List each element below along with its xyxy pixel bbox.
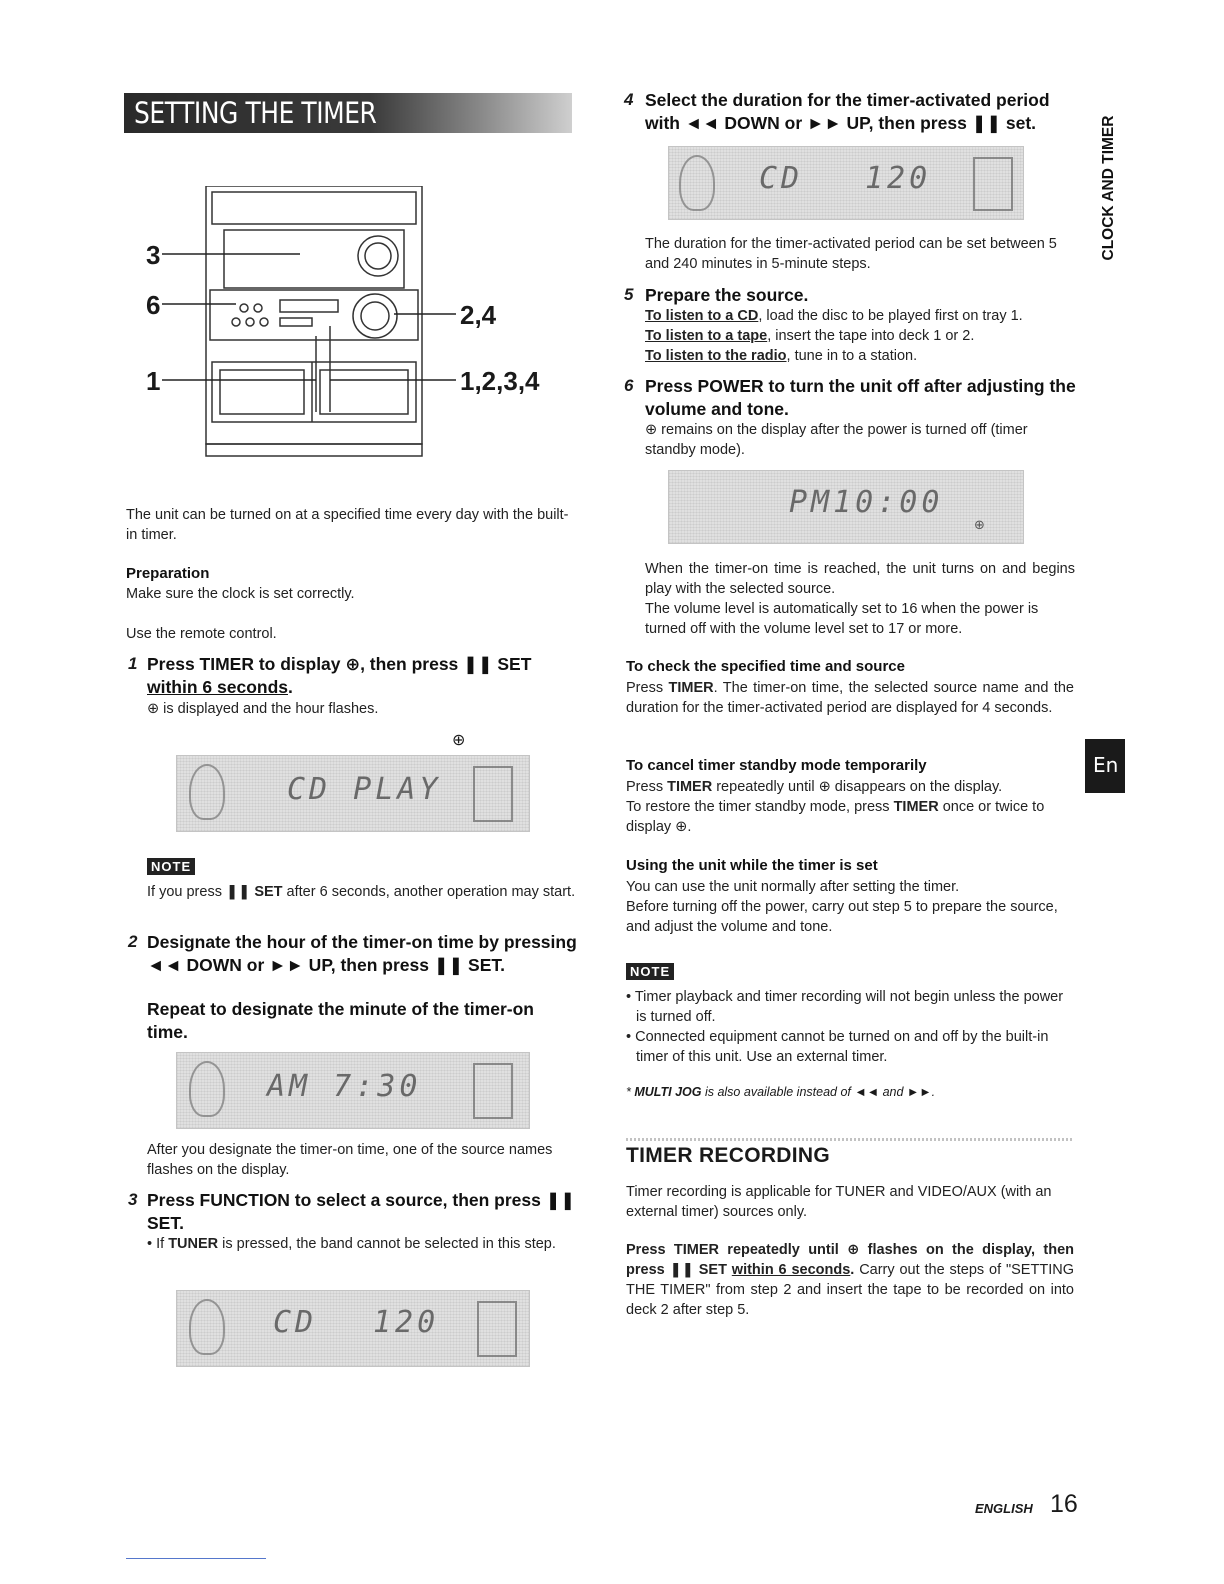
- note-badge: NOTE: [626, 963, 674, 980]
- stereo-system-figure: [140, 186, 560, 462]
- step4-desc: The duration for the timer-activated period can be set between 5 and 240 minutes in 5-minute steps.: [645, 236, 1057, 272]
- figure-label-2-4: 2,4: [460, 300, 497, 330]
- step4-head-d: set.: [1001, 113, 1037, 133]
- cancel-b1: TIMER: [667, 779, 713, 795]
- recording-instructions: [626, 1240, 1074, 1320]
- intro-text: The unit can be turned on at a specified time every day with the built-in timer.: [126, 507, 569, 543]
- recording-p-underline: within 6 seconds: [731, 1262, 851, 1278]
- step6-desc-text: remains on the display after the power is turned off (timer standby mode).: [645, 422, 1028, 458]
- step3-heading: [147, 1189, 577, 1235]
- cancel-t1: Press: [626, 779, 668, 795]
- t-bass-icon: [679, 155, 715, 211]
- cancel-t5: once or twice to display: [626, 799, 1045, 835]
- step5-number: 5: [624, 285, 634, 304]
- check-text-a: Press: [626, 680, 669, 696]
- step6-after2: The volume level is automatically set to 16 when the power is turned off with the volume level set to 17 or more.: [645, 601, 1039, 637]
- rewind-icon: ◄◄: [854, 1085, 880, 1099]
- pause-icon: ❚❚: [545, 1190, 576, 1210]
- step3-bullet: [147, 1234, 577, 1254]
- lcd-display-step3: [176, 1290, 530, 1367]
- recording-p-a: Press TIMER repeatedly until: [626, 1242, 848, 1258]
- timer-icon: ⊕: [345, 654, 361, 674]
- cancel-t3: disappears on the display.: [830, 779, 1003, 795]
- step6-number: 6: [624, 376, 634, 395]
- step6-heading: Press POWER to turn the unit off after adjusting the volume and tone.: [645, 376, 1076, 419]
- step6-desc: [645, 420, 1075, 460]
- step1-number: 1: [128, 654, 138, 673]
- pause-icon: ❚❚: [463, 654, 493, 674]
- step1-head-underline: within 6 seconds: [147, 677, 288, 697]
- cancel-heading: To cancel timer standby mode temporarily: [626, 757, 927, 774]
- step2-head-b: DOWN or: [181, 955, 270, 975]
- lcd-text: CD PLAY: [287, 772, 442, 807]
- t-bass-icon: [189, 1299, 225, 1355]
- cancel-t4: To restore the timer standby mode, press: [626, 799, 894, 815]
- lcd-text-source: CD: [273, 1305, 318, 1340]
- step2-head-d: SET.: [463, 955, 505, 975]
- tape-icon: [473, 1063, 513, 1119]
- step5-heading: Prepare the source.: [645, 285, 809, 305]
- footnote-a: *: [626, 1085, 635, 1099]
- lcd-text-duration: 120: [865, 161, 932, 196]
- step4-number: 4: [624, 90, 634, 109]
- timer-icon: ⊕: [974, 517, 985, 532]
- side-tab-label: CLOCK AND TIMER: [1100, 115, 1117, 261]
- timer-icon: ⊕: [818, 779, 831, 795]
- step3-bullet-b: is pressed, the band cannot be selected in this step.: [218, 1236, 556, 1252]
- footnote-c: and: [879, 1085, 907, 1099]
- lcd-text-source: CD: [759, 161, 804, 196]
- tape-icon: [477, 1301, 517, 1357]
- pause-icon: ❚❚: [669, 1262, 694, 1278]
- step6-after1: When the timer-on time is reached, the unit turns on and begins play with the selected source.: [645, 561, 1075, 597]
- step2-head-a: Designate the hour of the timer-on time by pressing: [147, 932, 577, 952]
- step1-head-b: , then press: [360, 654, 464, 674]
- t-bass-icon: [189, 1061, 225, 1117]
- pause-icon: ❚❚: [433, 955, 464, 975]
- note1-set: SET: [250, 884, 283, 900]
- preparation-heading: Preparation: [126, 565, 210, 582]
- cancel-text: [626, 777, 1074, 837]
- step1-head-end: .: [288, 677, 293, 697]
- recording-p-c: SET: [693, 1262, 732, 1278]
- lcd-display-step6: [668, 470, 1024, 544]
- step1-desc: [147, 699, 378, 719]
- recording-p-b: flashes on the display, then press: [626, 1242, 1074, 1278]
- step5-cd-label: To listen to a CD: [645, 308, 759, 324]
- lcd-display-step2: [176, 1052, 530, 1129]
- footnote-b: is also available instead of: [701, 1085, 855, 1099]
- step5-tape-label: To listen to a tape: [645, 328, 768, 344]
- fast-forward-icon: ►►: [269, 955, 304, 975]
- page-title: SETTING THE TIMER: [134, 96, 377, 130]
- note-badge: NOTE: [147, 858, 195, 875]
- timer-icon: ⊕: [675, 819, 688, 835]
- step2-heading: [147, 931, 577, 977]
- recording-heading: TIMER RECORDING: [626, 1144, 830, 1167]
- step1-heading: [147, 653, 577, 699]
- tape-icon: [973, 157, 1013, 211]
- cancel-t2: repeatedly until: [712, 779, 819, 795]
- recording-intro: Timer recording is applicable for TUNER and VIDEO/AUX (with an external timer) sources only.: [626, 1184, 1052, 1220]
- check-text-b: . The timer-on time, the selected source name and the duration for the timer-activated period are displayed for 4 seconds.: [626, 680, 1074, 716]
- note1-text-a: If you press: [147, 884, 226, 900]
- t-bass-icon: [189, 764, 225, 820]
- tape-icon: [473, 766, 513, 822]
- footer-rule: [126, 1558, 266, 1559]
- lcd-text-duration: 120: [373, 1305, 440, 1340]
- step4-head-a: Select the duration for the timer-activated period with: [645, 90, 1050, 133]
- step2-head-c: UP, then press: [303, 955, 434, 975]
- using-t2: Before turning off the power, carry out step 5 to prepare the source, and adjust the volume and tone.: [626, 899, 1058, 935]
- step4-heading: [645, 89, 1077, 135]
- lcd-text: AM 7:30: [267, 1069, 422, 1104]
- rewind-icon: ◄◄: [684, 113, 720, 133]
- step1-head-c: SET: [492, 654, 532, 674]
- fast-forward-icon: ►►: [807, 113, 842, 133]
- lcd-display-step1: [176, 755, 530, 832]
- note2-bullet1: • Timer playback and timer recording will not begin unless the power is turned off.: [626, 989, 1064, 1025]
- step3-bullet-bold: TUNER: [168, 1236, 219, 1252]
- check-text: [626, 678, 1074, 718]
- using-t1: You can use the unit normally after setting the timer.: [626, 879, 960, 895]
- preparation-text: Make sure the clock is set correctly.: [126, 586, 355, 602]
- language-badge: [1085, 739, 1125, 793]
- step5-radio: [645, 346, 1075, 366]
- figure-label-1-2-3-4: 1,2,3,4: [460, 366, 540, 396]
- footnote-bold: MULTI JOG: [634, 1085, 702, 1099]
- using-heading: Using the unit while the timer is set: [626, 857, 878, 874]
- recording-p-e: Carry out the steps of "SETTING THE TIMER" from step 2 and insert the tape to be recorded on into deck 2 after step 5.: [626, 1262, 1074, 1318]
- step4-head-c: UP, then press: [841, 113, 972, 133]
- side-tab: [1094, 88, 1124, 288]
- figure-label-6: 6: [146, 290, 161, 320]
- step2-heading-repeat: Repeat to designate the minute of the timer-on time.: [147, 999, 534, 1042]
- step5-radio-text: , tune in to a station.: [786, 348, 918, 364]
- timer-icon: ⊕: [147, 701, 160, 717]
- step5-cd-text: , load the disc to be played first on tray 1.: [758, 308, 1023, 324]
- step5-tape: [645, 326, 1075, 346]
- step5-cd: [645, 306, 1075, 326]
- timer-icon: ⊕: [645, 422, 658, 438]
- step2-number: 2: [128, 932, 138, 951]
- footnote-d: .: [931, 1085, 936, 1099]
- title-banner: [124, 93, 572, 133]
- page-number: 16: [1050, 1490, 1078, 1518]
- pause-icon: ❚❚: [225, 884, 251, 900]
- timer-icon: ⊕: [452, 732, 466, 749]
- step1-desc-text: is displayed and the hour flashes.: [159, 701, 379, 717]
- note1-text: [147, 882, 577, 902]
- step3-number: 3: [128, 1190, 138, 1209]
- check-bold: TIMER: [668, 680, 714, 696]
- lcd-text: PM10:00: [789, 485, 944, 520]
- section-divider: [626, 1138, 1074, 1141]
- footer-label: ENGLISH: [975, 1501, 1033, 1516]
- language-badge-label: En: [1093, 753, 1119, 777]
- figure-label-3: 3: [146, 240, 161, 270]
- figure-label-1: 1: [146, 366, 161, 396]
- note1-text-c: after 6 seconds, another operation may start.: [282, 884, 576, 900]
- step3-head-b: SET.: [147, 1213, 184, 1233]
- step1-head-a: Press TIMER to display: [147, 654, 346, 674]
- step5-tape-text: , insert the tape into deck 1 or 2.: [767, 328, 975, 344]
- step4-head-b: DOWN or: [719, 113, 808, 133]
- step5-radio-label: To listen to the radio: [645, 348, 787, 364]
- timer-icon: ⊕: [847, 1242, 860, 1258]
- recording-p-d: .: [850, 1262, 855, 1278]
- footnote: [626, 1085, 935, 1099]
- fast-forward-icon: ►►: [906, 1085, 932, 1099]
- check-heading: To check the specified time and source: [626, 658, 905, 675]
- cancel-t6: .: [687, 819, 692, 835]
- pause-icon: ❚❚: [971, 113, 1002, 133]
- rewind-icon: ◄◄: [147, 955, 182, 975]
- step3-head-a: Press FUNCTION to select a source, then press: [147, 1190, 546, 1210]
- note2-bullet2: • Connected equipment cannot be turned on and off by the built-in timer of this unit. Use an external timer.: [626, 1029, 1049, 1065]
- step2-after: After you designate the timer-on time, one of the source names flashes on the display.: [147, 1142, 553, 1178]
- step3-bullet-a: • If: [147, 1236, 169, 1252]
- remote-text: Use the remote control.: [126, 626, 277, 642]
- lcd-display-step4: [668, 146, 1024, 220]
- cancel-b2: TIMER: [893, 799, 939, 815]
